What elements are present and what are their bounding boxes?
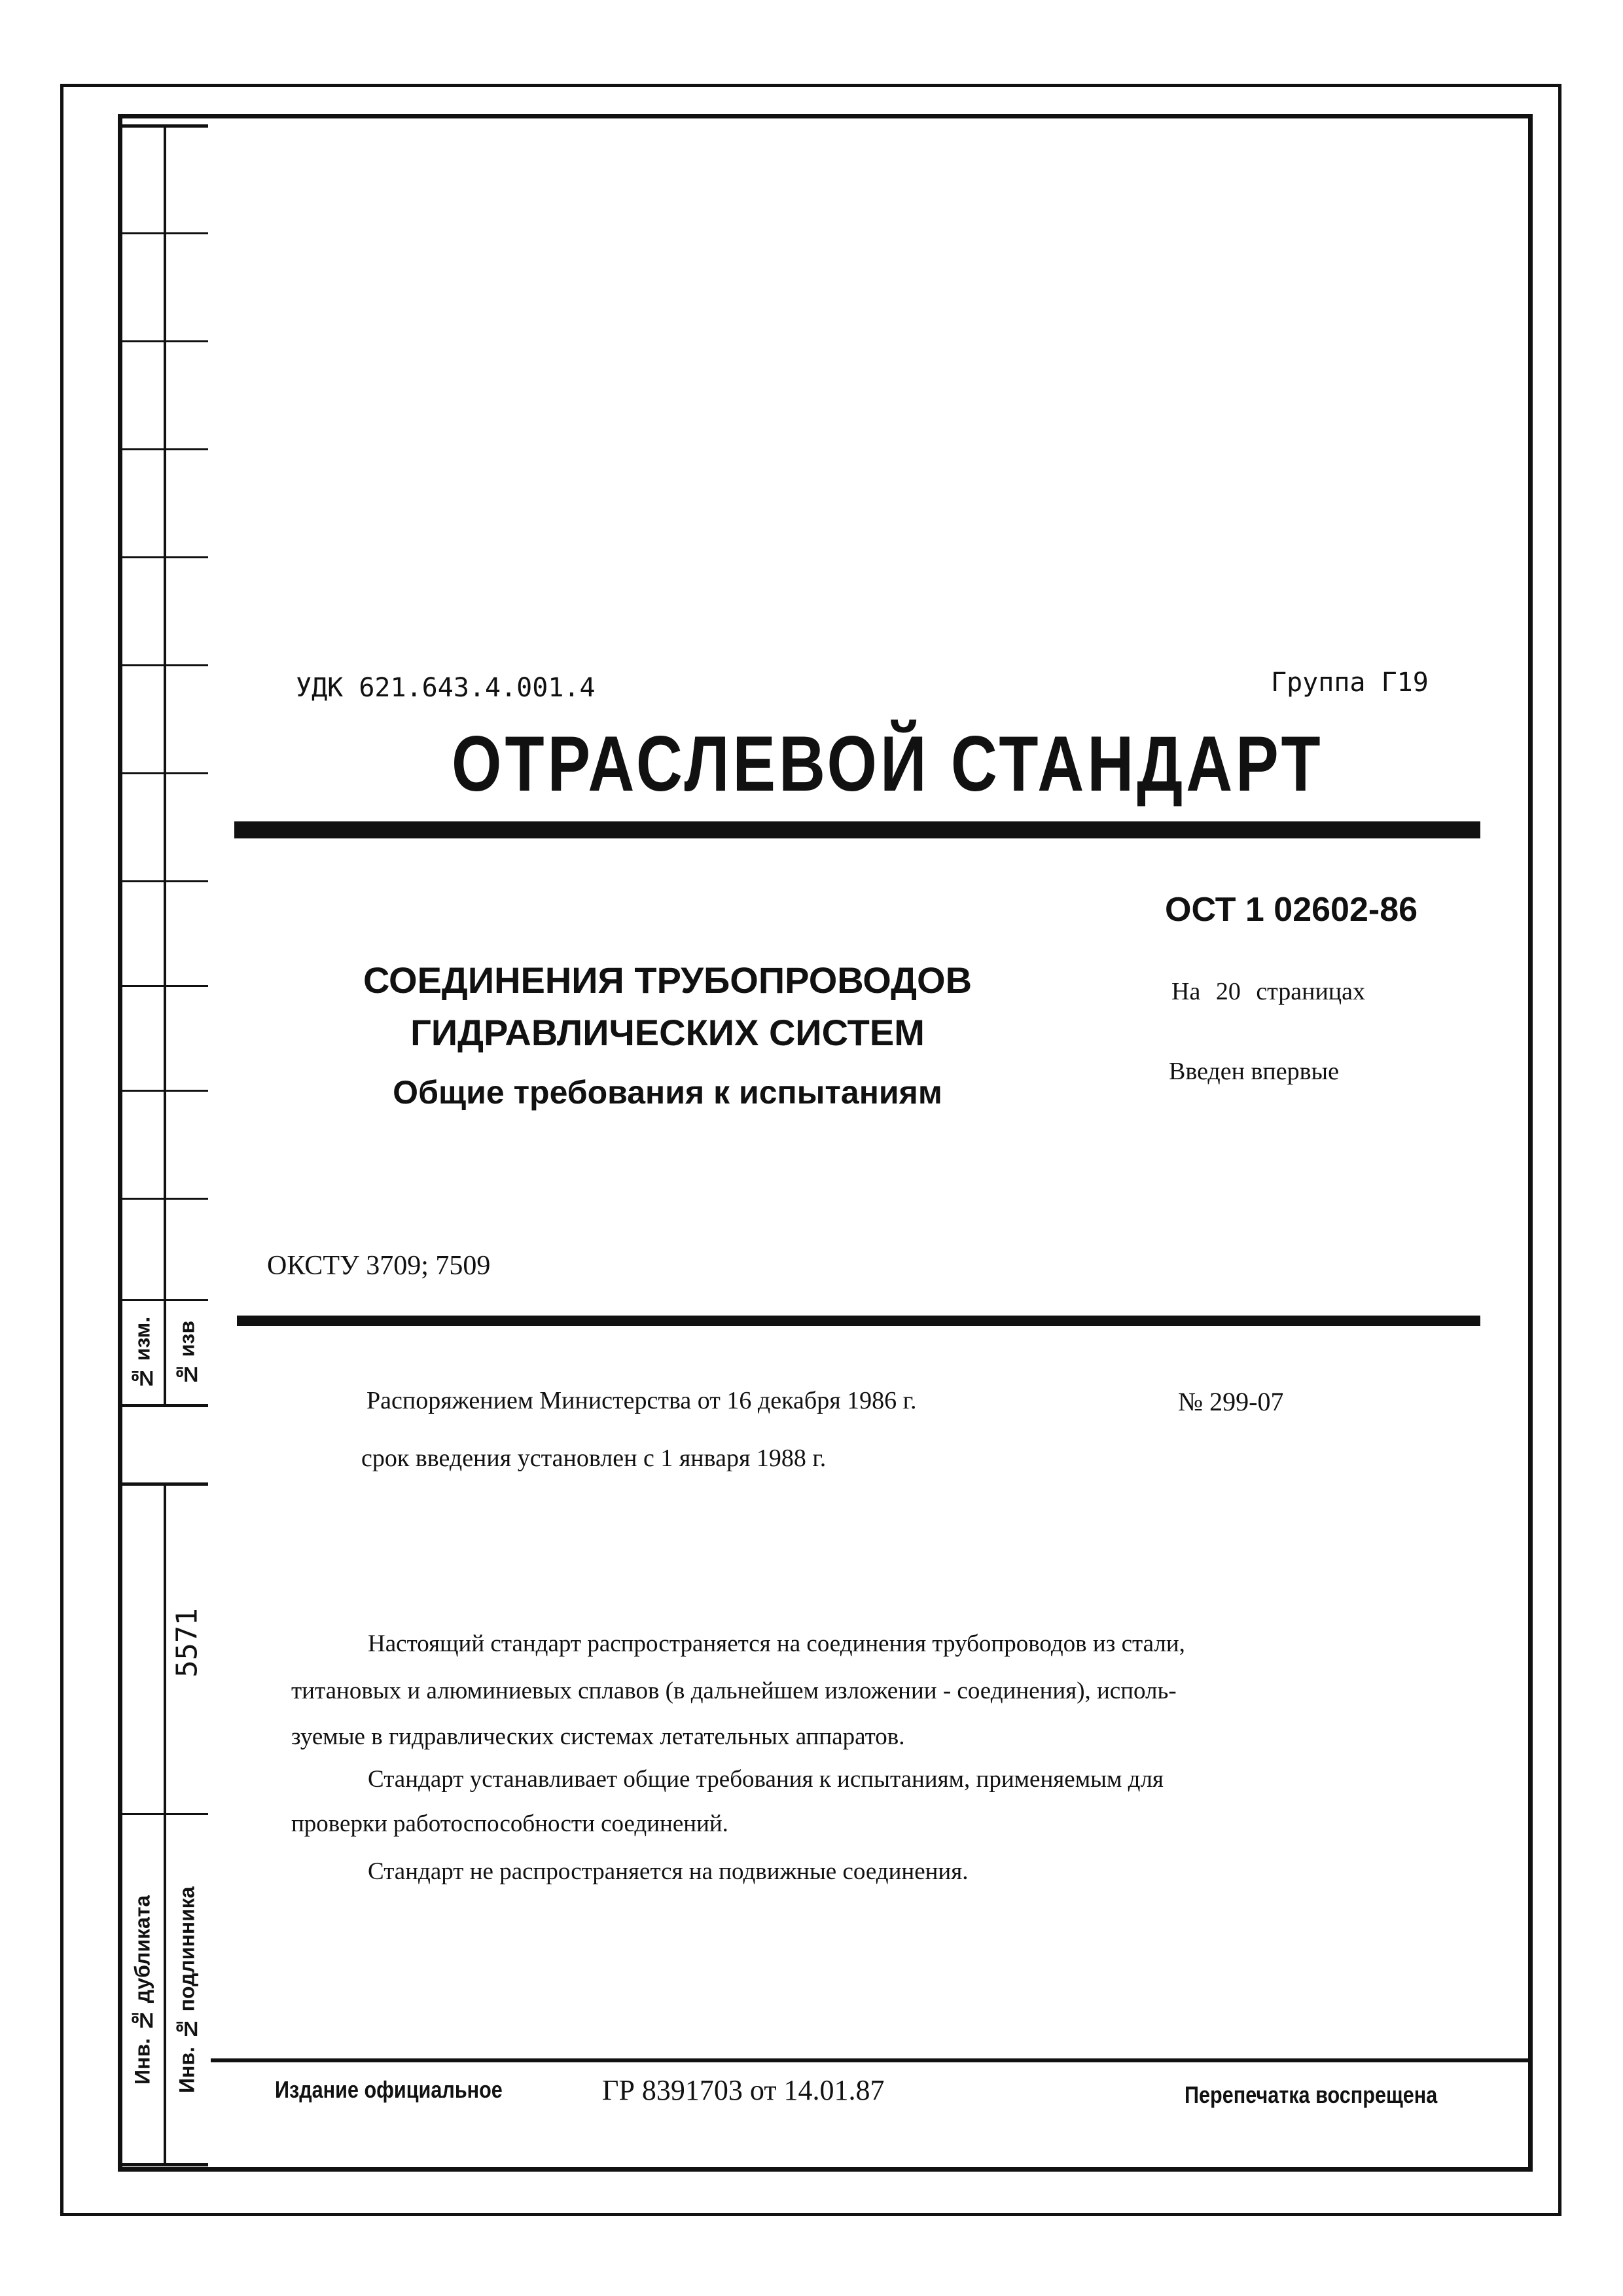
paragraph-2-line-1: Стандарт устанавливает общие требования к испытаниям, применяемым для bbox=[368, 1766, 1164, 1793]
reprint-notice: Перепечатка воспрещена bbox=[1185, 2081, 1438, 2108]
registration-number: ГР 8391703 от 14.01.87 bbox=[602, 2074, 885, 2106]
order-line-1: Распоряжением Министерства от 16 декабря 1986 г. bbox=[366, 1387, 917, 1414]
udk-code: УДК 621.643.4.001.4 bbox=[296, 673, 596, 703]
okstu-rule bbox=[237, 1316, 1480, 1326]
duplicate-inventory-label: Инв. № дубликата bbox=[130, 1895, 154, 2085]
pages-suffix: страницах bbox=[1256, 978, 1365, 1005]
footer-rule bbox=[211, 2058, 1533, 2062]
pages-count: 20 bbox=[1215, 978, 1241, 1005]
okstu-code: ОКСТУ 3709; 7509 bbox=[267, 1251, 491, 1281]
edition-note: Издание официальное bbox=[275, 2076, 503, 2103]
notice-number-label: № изв bbox=[175, 1320, 199, 1386]
order-number: № 299-07 bbox=[1178, 1387, 1284, 1416]
paragraph-1-line-1: Настоящий стандарт распространяется на соединения трубопроводов из стали, bbox=[368, 1630, 1185, 1657]
title-rule bbox=[234, 821, 1480, 838]
paragraph-2-line-2: проверки работоспособности соединений. bbox=[291, 1810, 728, 1837]
pages-prefix: На bbox=[1171, 978, 1201, 1005]
original-inventory-label: Инв. № подлинника bbox=[175, 1886, 199, 2093]
paragraph-1-line-2: титановых и алюминиевых сплавов (в дальнейшем изложении - соединения), исполь- bbox=[291, 1677, 1177, 1704]
paragraph-3-line-1: Стандарт не распространяется на подвижные соединения. bbox=[368, 1858, 969, 1885]
subject-subtitle: Общие требования к испытаниям bbox=[393, 1074, 942, 1111]
subject-line-2: ГИДРАВЛИЧЕСКИХ СИСТЕМ bbox=[410, 1012, 925, 1053]
introduced-note: Введен впервые bbox=[1169, 1058, 1339, 1085]
order-line-2: срок введения установлен с 1 января 1988 г. bbox=[361, 1444, 827, 1472]
group-code: Группа Г19 bbox=[1271, 668, 1429, 698]
subject-line-1: СОЕДИНЕНИЯ ТРУБОПРОВОДОВ bbox=[363, 960, 972, 1001]
change-number-label: № изм. bbox=[130, 1316, 154, 1390]
document-title: ОТРАСЛЕВОЙ СТАНДАРТ bbox=[452, 720, 1324, 808]
standard-number: ОСТ 1 02602-86 bbox=[1165, 891, 1418, 929]
paragraph-1-line-3: зуемые в гидравлических системах летательных аппаратов. bbox=[291, 1723, 905, 1750]
inventory-number-value: 5571 bbox=[170, 1608, 204, 1677]
pages-info bbox=[1171, 977, 1365, 1006]
